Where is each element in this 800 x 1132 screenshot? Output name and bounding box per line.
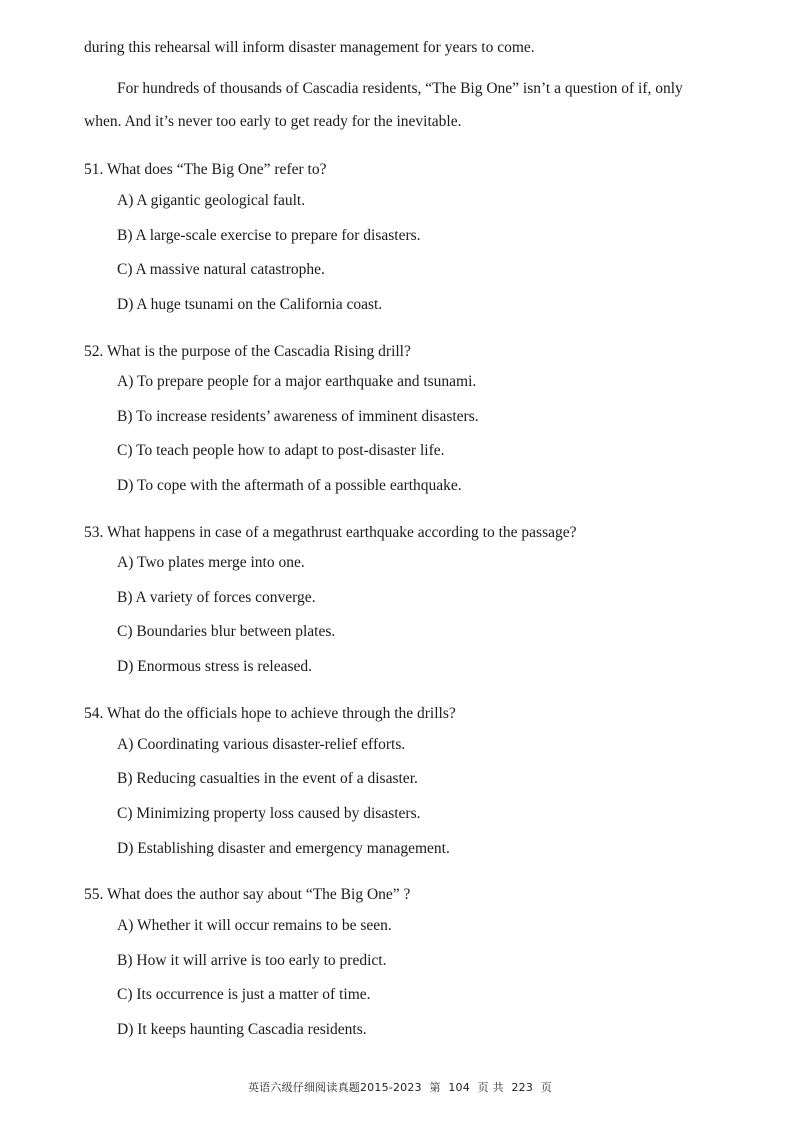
question-51-stem: 51. What does “The Big One” refer to? (84, 161, 327, 178)
footer-total-pages: 223 (511, 1081, 534, 1094)
footer-page-mid: 页 共 (477, 1081, 504, 1094)
question-54-option-a: A) Coordinating various disaster-relief efforts. (117, 736, 406, 753)
footer-page-suffix: 页 (540, 1081, 552, 1094)
question-53-stem: 53. What happens in case of a megathrust earthquake according to the passage? (84, 524, 577, 541)
footer-page-number: 104 (448, 1081, 470, 1094)
question-52-option-c: C) To teach people how to adapt to post-disaster life. (117, 442, 445, 459)
question-53-option-c: C) Boundaries blur between plates. (117, 623, 336, 640)
question-54-option-c: C) Minimizing property loss caused by disasters. (117, 805, 421, 822)
passage-line-3: when. And it’s never too early to get ready for the inevitable. (84, 113, 462, 130)
question-53-option-b: B) A variety of forces converge. (117, 589, 316, 606)
question-51-option-c: C) A massive natural catastrophe. (117, 261, 325, 278)
question-55-stem: 55. What does the author say about “The Big One” ? (84, 886, 411, 903)
passage-line-1: during this rehearsal will inform disaster management for years to come. (84, 39, 535, 56)
question-51-option-d: D) A huge tsunami on the California coast. (117, 296, 383, 313)
question-51-option-a: A) A gigantic geological fault. (117, 192, 306, 209)
question-52-stem: 52. What is the purpose of the Cascadia Rising drill? (84, 343, 411, 360)
question-52-option-a: A) To prepare people for a major earthquake and tsunami. (117, 373, 477, 390)
question-54-option-b: B) Reducing casualties in the event of a disaster. (117, 770, 418, 787)
question-55-option-c: C) Its occurrence is just a matter of time. (117, 986, 371, 1003)
question-52-option-d: D) To cope with the aftermath of a possible earthquake. (117, 477, 462, 494)
question-54-option-d: D) Establishing disaster and emergency management. (117, 840, 450, 857)
question-55-option-a: A) Whether it will occur remains to be seen. (117, 917, 392, 934)
footer-title: 英语六级仔细阅读真题2015-2023 (247, 1081, 422, 1094)
question-52-option-b: B) To increase residents’ awareness of imminent disasters. (117, 408, 479, 425)
passage-line-2: For hundreds of thousands of Cascadia residents, “The Big One” isn’t a question of if, only (117, 80, 683, 97)
question-55-option-d: D) It keeps haunting Cascadia residents. (117, 1021, 367, 1038)
question-51-option-b: B) A large-scale exercise to prepare for disasters. (117, 227, 421, 244)
question-55-option-b: B) How it will arrive is too early to predict. (117, 952, 387, 969)
question-53-option-d: D) Enormous stress is released. (117, 658, 312, 675)
footer-page-prefix: 第 (429, 1081, 441, 1094)
question-53-option-a: A) Two plates merge into one. (117, 554, 305, 571)
question-54-stem: 54. What do the officials hope to achieve through the drills? (84, 705, 456, 722)
page-footer (0, 1079, 800, 1095)
